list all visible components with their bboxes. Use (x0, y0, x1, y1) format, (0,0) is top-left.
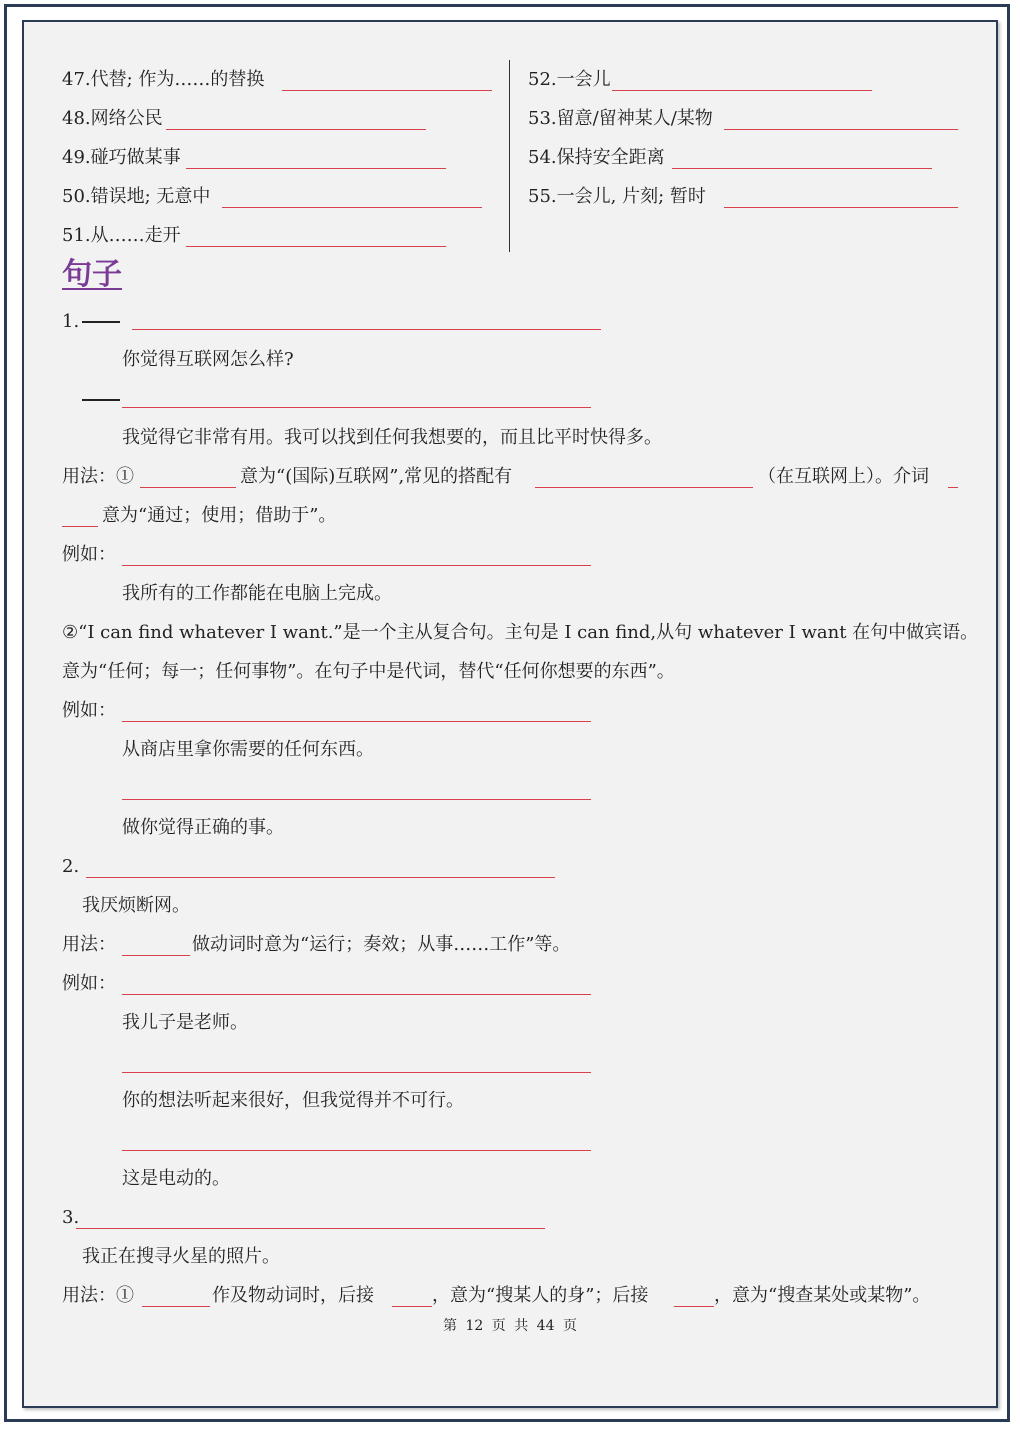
vocab-item-52: 52.一会儿 (528, 69, 611, 90)
footer-suffix: 页 (562, 1318, 577, 1334)
q3-usage-text-3: ，意为“搜查某处或某物”。 (714, 1285, 931, 1306)
q1-example-2a: 从商店里拿你需要的任何东西。 (122, 739, 374, 760)
q2-number: 2. (62, 856, 80, 877)
answer-blank-55[interactable] (724, 207, 958, 208)
q2-example-2: 你的想法听起来很好，但我觉得并不可行。 (122, 1090, 464, 1111)
q1-number: 1. (62, 311, 80, 332)
q1-dialog-dash-2 (82, 399, 120, 401)
q1-answer-blank-1[interactable] (132, 329, 601, 330)
q3-number: 3. (62, 1207, 80, 1228)
q2-example-blank-3[interactable] (122, 1150, 591, 1151)
q1-prompt-1: 你觉得互联网怎么样? (122, 349, 294, 370)
answer-blank-52[interactable] (612, 90, 872, 91)
q1-example-2b: 做你觉得正确的事。 (122, 817, 284, 838)
q1-usage1-blank-word[interactable] (140, 487, 236, 488)
q1-usage2-meaning: 意为“任何；每一；任何事物”。在句子中是代词，替代“任何你想要的东西”。 (62, 661, 675, 682)
vocab-item-51: 51.从……走开 (62, 225, 181, 246)
section-title: 句子 (62, 257, 122, 292)
q2-usage-label: 用法： (62, 934, 116, 955)
q1-example-blank-3[interactable] (122, 799, 591, 800)
q2-example-label: 例如： (62, 973, 116, 994)
vocab-item-48: 48.网络公民 (62, 108, 163, 129)
footer-total-pages: 44 (536, 1318, 555, 1334)
q1-usage1-blank-prep-start[interactable] (948, 487, 958, 488)
vocab-item-50: 50.错误地; 无意中 (62, 186, 211, 207)
vocab-item-53: 53.留意/留神某人/某物 (528, 108, 713, 129)
q1-usage1-blank-prep[interactable] (62, 526, 98, 527)
q2-prompt: 我厌烦断网。 (82, 895, 190, 916)
answer-blank-51[interactable] (186, 246, 446, 247)
footer-page-word: 页 (491, 1318, 506, 1334)
q1-example-1: 我所有的工作都能在电脑上完成。 (122, 583, 392, 604)
q1-example-blank-1[interactable] (122, 565, 591, 566)
q1-answer-blank-2[interactable] (122, 407, 591, 408)
answer-blank-54[interactable] (672, 168, 932, 169)
q3-usage-blank-obj1[interactable] (392, 1306, 432, 1307)
q3-prompt: 我正在搜寻火星的照片。 (82, 1246, 280, 1267)
answer-blank-47[interactable] (282, 90, 492, 91)
answer-blank-50[interactable] (222, 207, 482, 208)
vocab-item-55: 55.一会儿, 片刻; 暂时 (528, 186, 706, 207)
q1-usage1-note: （在互联网上）。介词 (758, 466, 929, 487)
q3-usage-blank-word[interactable] (142, 1306, 210, 1307)
q3-answer-blank[interactable] (76, 1228, 545, 1229)
footer-total-word: 共 (514, 1318, 529, 1334)
q1-example-label-1: 例如： (62, 544, 116, 565)
q2-answer-blank[interactable] (86, 877, 555, 878)
column-divider (509, 60, 510, 252)
q3-usage-text-1: 作及物动词时，后接 (212, 1285, 374, 1306)
q1-usage1-meaning: 意为“(国际)互联网”,常见的搭配有 (240, 466, 513, 487)
answer-blank-48[interactable] (166, 129, 426, 130)
q2-example-blank-2[interactable] (122, 1072, 591, 1073)
q1-usage2-text: ②“I can find whatever I want.”是一个主从复合句。主句是 I can find,从句 whatever I want 在句中做宾语。 (62, 622, 979, 643)
q1-prompt-2: 我觉得它非常有用。我可以找到任何我想要的，而且比平时快得多。 (122, 427, 662, 448)
q2-example-3: 这是电动的。 (122, 1168, 230, 1189)
answer-blank-53[interactable] (724, 129, 958, 130)
q2-example-blank-1[interactable] (122, 994, 591, 995)
q1-usage1-label: 用法：① (62, 466, 134, 487)
q3-usage-blank-obj2[interactable] (674, 1306, 714, 1307)
q1-example-label-2: 例如： (62, 700, 116, 721)
q2-usage-blank[interactable] (122, 955, 190, 956)
q1-dialog-dash-1 (82, 321, 120, 323)
vocab-item-47: 47.代替; 作为……的替换 (62, 69, 265, 90)
q3-usage-text-2: ，意为“搜某人的身”；后接 (432, 1285, 649, 1306)
q2-usage-text: 做动词时意为“运行；奏效；从事……工作”等。 (192, 934, 571, 955)
q1-usage1-prep-meaning: 意为“通过；使用；借助于”。 (102, 505, 337, 526)
q1-example-blank-2[interactable] (122, 721, 591, 722)
q2-example-1: 我儿子是老师。 (122, 1012, 248, 1033)
q3-usage-label: 用法：① (62, 1285, 134, 1306)
vocab-item-49: 49.碰巧做某事 (62, 147, 181, 168)
footer-prefix: 第 (443, 1318, 458, 1334)
page-footer (0, 1316, 1020, 1336)
answer-blank-49[interactable] (186, 168, 446, 169)
q1-usage1-blank-collocation[interactable] (535, 487, 753, 488)
vocab-item-54: 54.保持安全距离 (528, 147, 665, 168)
footer-page-number: 12 (465, 1318, 484, 1334)
